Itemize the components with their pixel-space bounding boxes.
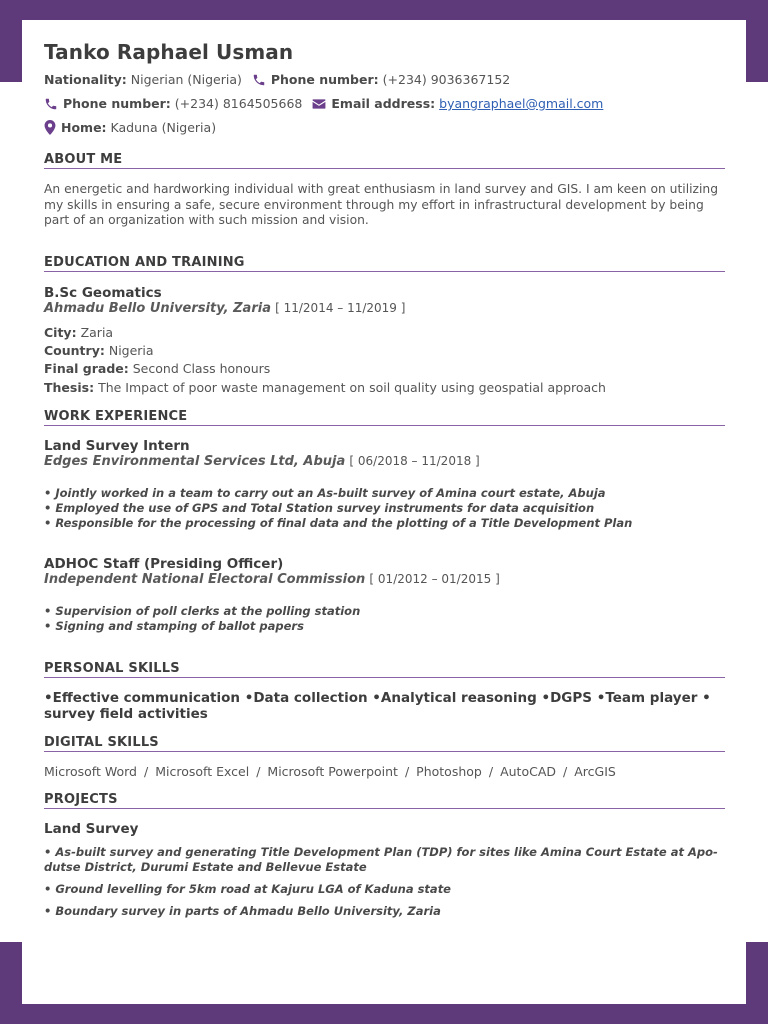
about-section-title: ABOUT ME [44, 152, 725, 169]
digital-skill: Microsoft Powerpoint [267, 764, 398, 779]
digital-skill: Microsoft Excel [155, 764, 250, 779]
job-1-role: Land Survey Intern [44, 438, 190, 454]
email-item [312, 96, 603, 111]
project-heading: Land Survey [44, 821, 139, 837]
phone2-value: (+234) 8164505668 [174, 96, 303, 111]
job-2-dates: [ 01/2012 – 01/2015 ] [369, 572, 500, 586]
contact-line-2 [44, 96, 613, 111]
job-1-org-line [44, 454, 480, 469]
digital-skill: ArcGIS [574, 764, 616, 779]
digital-skill: AutoCAD [500, 764, 557, 779]
personal-skills-text: •Effective communication •Data collection •Analytical reasoning •DGPS •Team player • survey field activities [44, 690, 711, 722]
country-label: Country: [44, 343, 105, 358]
job-1-org: Edges Environmental Services Ltd, Abuja [44, 454, 346, 469]
phone1-label: Phone number: [270, 72, 379, 87]
job-2-org-line [44, 572, 500, 587]
phone1-item [252, 72, 510, 87]
education-grade [44, 361, 270, 376]
education-section-title: EDUCATION AND TRAINING [44, 255, 725, 272]
project-bullet: • Boundary survey in parts of Ahmadu Bello University, Zaria [44, 904, 441, 918]
phone-icon [44, 97, 58, 111]
thesis-value: The Impact of poor waste management on soil quality using geospatial approach [98, 380, 606, 395]
digital-skill-separator: / [256, 764, 261, 779]
cv-name: Tanko Raphael Usman [44, 40, 294, 64]
digital-skills-section-title: DIGITAL SKILLS [44, 735, 725, 752]
email-label: Email address: [331, 96, 436, 111]
envelope-icon [312, 98, 326, 110]
contact-line-1 [44, 72, 520, 87]
job-1-dates: [ 06/2018 – 11/2018 ] [349, 454, 480, 468]
job-1-bullet: • Jointly worked in a team to carry out an As-built survey of Amina court estate, Abuja [44, 486, 606, 500]
education-city [44, 325, 113, 340]
nationality-label: Nationality: [44, 72, 127, 87]
country-value: Nigeria [108, 343, 154, 358]
job-2-bullet: • Signing and stamping of ballot papers [44, 619, 304, 633]
thesis-label: Thesis: [44, 380, 95, 395]
job-1-bullet: • Responsible for the processing of final data and the plotting of a Title Development Plan [44, 516, 633, 530]
digital-skill-separator: / [488, 764, 494, 779]
digital-skill: Photoshop [416, 764, 482, 779]
nationality-item [44, 72, 242, 87]
home-item [44, 120, 216, 135]
home-label: Home: [61, 120, 107, 135]
digital-skill-separator: / [563, 764, 568, 779]
digital-skill: Microsoft Word [44, 764, 137, 779]
phone1-value: (+234) 9036367152 [382, 72, 511, 87]
job-2-role: ADHOC Staff (Presiding Officer) [44, 556, 284, 572]
email-link[interactable]: byangraphael@gmail.com [439, 96, 604, 111]
education-institution: Ahmadu Bello University, Zaria [44, 301, 271, 316]
grade-value: Second Class honours [132, 361, 271, 376]
personal-skills-section-title: PERSONAL SKILLS [44, 661, 725, 678]
digital-skill-separator: / [144, 764, 149, 779]
digital-skill-separator: / [404, 764, 410, 779]
education-institution-line [44, 301, 405, 316]
about-text: An energetic and hardworking individual with great enthusiasm in land survey and GIS. I am keen on utilizing my skills in ensuring a safe, secure environment through my effort in infrastructural development by being part of an organization with such mission and vision. [44, 182, 719, 227]
projects-section-title: PROJECTS [44, 792, 725, 809]
project-bullet: • Ground levelling for 5km road at Kajuru LGA of Kaduna state [44, 882, 451, 896]
location-pin-icon [44, 120, 56, 135]
job-1-bullet: • Employed the use of GPS and Total Station survey instruments for data acquisition [44, 501, 595, 515]
education-thesis [44, 380, 606, 395]
job-2-org: Independent National Electoral Commission [44, 572, 366, 587]
grade-label: Final grade: [44, 361, 129, 376]
work-section-title: WORK EXPERIENCE [44, 409, 725, 426]
digital-skills-list [44, 764, 616, 779]
city-value: Zaria [80, 325, 114, 340]
job-2-bullet: • Supervision of poll clerks at the polling station [44, 604, 361, 618]
project-bullet: • As-built survey and generating Title Development Plan (TDP) for sites like Amina Court Estate at Apo- dutse District, Durumi Estate and Bellevue Estate [44, 845, 718, 874]
contact-line-3 [44, 120, 226, 135]
nationality-value: Nigerian (Nigeria) [130, 72, 242, 87]
city-label: City: [44, 325, 77, 340]
phone-icon [252, 73, 266, 87]
phone2-item [44, 96, 302, 111]
home-value: Kaduna (Nigeria) [110, 120, 217, 135]
education-dates: [ 11/2014 – 11/2019 ] [275, 301, 406, 315]
education-degree: B.Sc Geomatics [44, 285, 162, 301]
education-country [44, 343, 154, 358]
phone2-label: Phone number: [63, 96, 171, 111]
